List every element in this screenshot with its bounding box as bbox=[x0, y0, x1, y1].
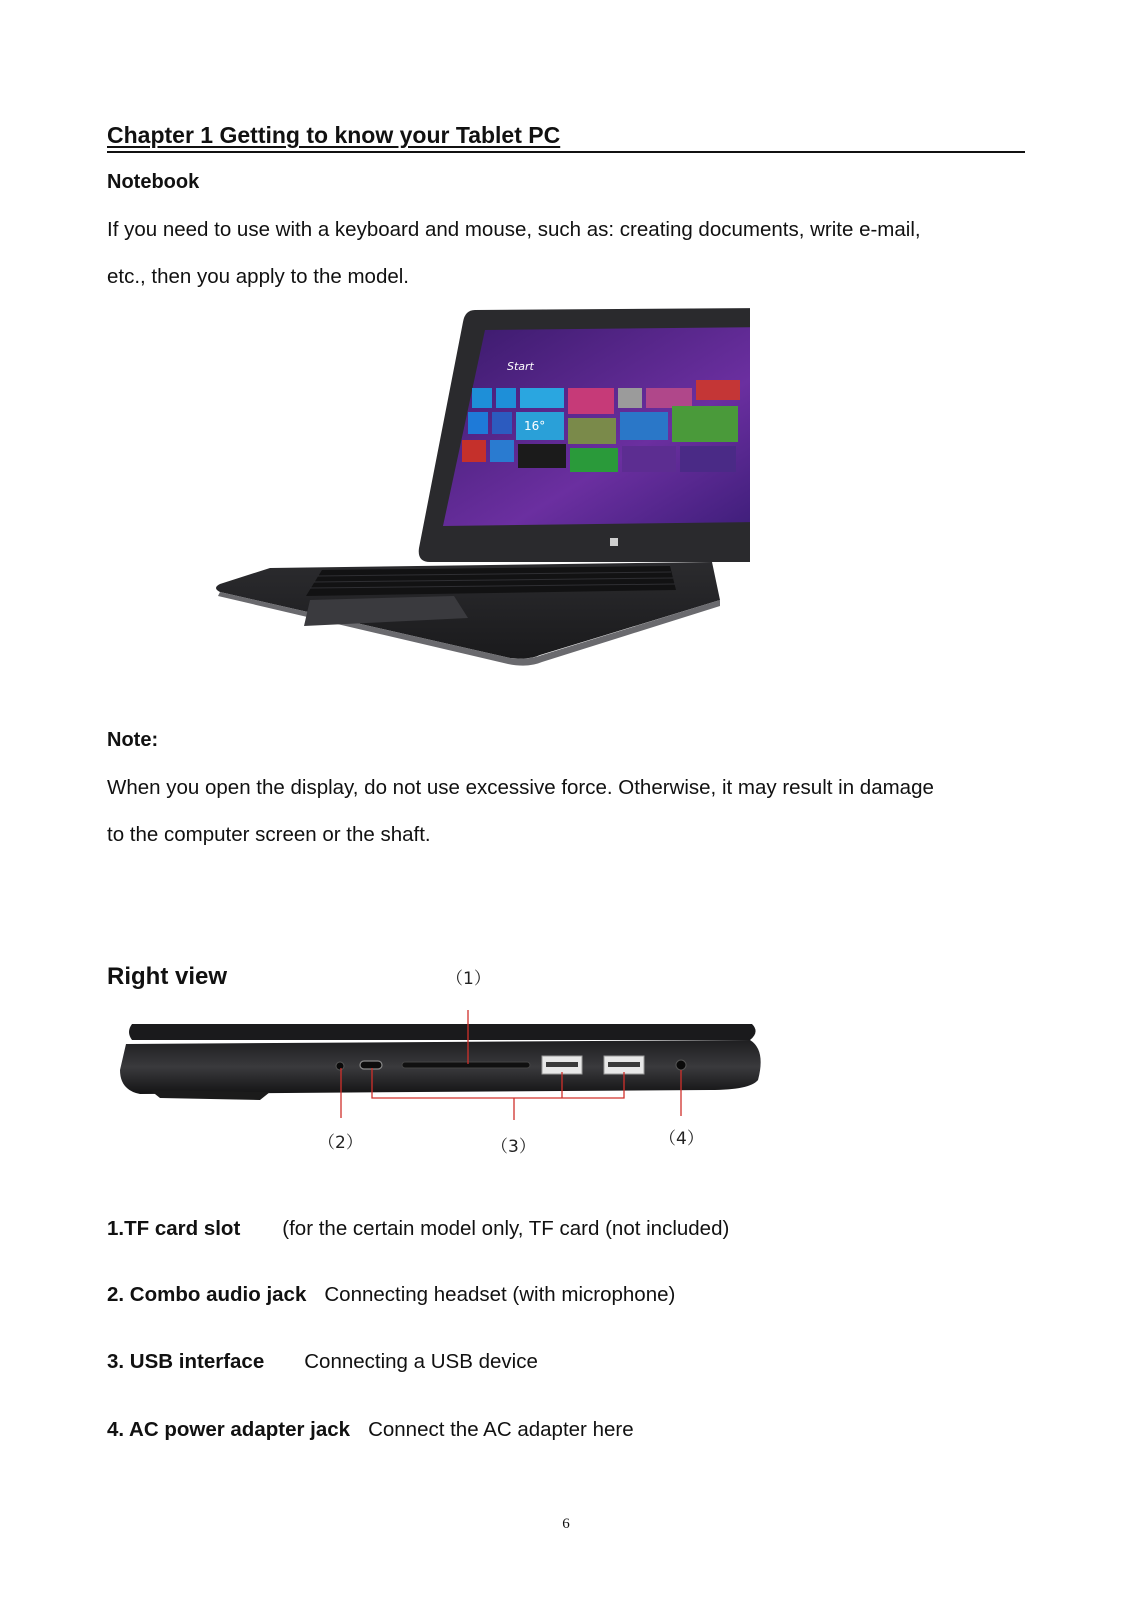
note-line-1: When you open the display, do not use excessive force. Otherwise, it may result in damage bbox=[107, 776, 934, 799]
right-view-heading: Right view bbox=[107, 963, 228, 990]
chapter-title bbox=[107, 121, 1025, 153]
spec-label: 2. Combo audio jack bbox=[107, 1283, 307, 1306]
notebook-paragraph bbox=[107, 206, 1027, 300]
notebook-line-1: If you need to use with a keyboard and mouse, such as: creating documents, write e-mail, bbox=[107, 218, 921, 241]
notebook-heading: Notebook bbox=[107, 171, 200, 193]
spec-item-power-jack bbox=[107, 1418, 634, 1442]
windows-logo-icon bbox=[610, 538, 618, 546]
page-number: 6 bbox=[562, 1516, 570, 1532]
spec-desc: Connect the AC adapter here bbox=[368, 1418, 634, 1441]
laptop-illustration bbox=[210, 300, 750, 670]
spec-desc: Connecting headset (with microphone) bbox=[324, 1283, 676, 1306]
note-heading: Note: bbox=[107, 729, 159, 751]
spec-label: 4. AC power adapter jack bbox=[107, 1418, 351, 1441]
audio-jack-icon bbox=[336, 1062, 344, 1070]
spec-item-audio-jack bbox=[107, 1283, 675, 1307]
callout-1: （1） bbox=[446, 969, 491, 989]
side-lid bbox=[129, 1024, 756, 1040]
right-view-diagram bbox=[110, 1010, 790, 1120]
spec-item-tf-card bbox=[107, 1217, 729, 1241]
spec-label: 3. USB interface bbox=[107, 1350, 265, 1373]
chapter-title-text: Chapter 1 Getting to know your Tablet PC bbox=[107, 122, 561, 148]
spec-desc: Connecting a USB device bbox=[304, 1350, 538, 1373]
notebook-line-2: etc., then you apply to the model. bbox=[107, 265, 409, 288]
spec-label: 1.TF card slot bbox=[107, 1217, 241, 1240]
note-line-2: to the computer screen or the shaft. bbox=[107, 823, 431, 846]
callout-2: （2） bbox=[318, 1133, 363, 1153]
tf-slot-icon bbox=[360, 1061, 382, 1069]
callout-4: （4） bbox=[659, 1129, 704, 1149]
callout-3: （3） bbox=[491, 1137, 536, 1157]
start-label: Start bbox=[507, 360, 534, 373]
start-tiles bbox=[462, 380, 740, 472]
weather-tile-text: 16° bbox=[524, 419, 546, 433]
spec-item-usb bbox=[107, 1350, 538, 1374]
power-jack-icon bbox=[676, 1060, 686, 1070]
spec-desc: (for the certain model only, TF card (not included) bbox=[282, 1217, 730, 1240]
note-paragraph bbox=[107, 764, 1027, 858]
